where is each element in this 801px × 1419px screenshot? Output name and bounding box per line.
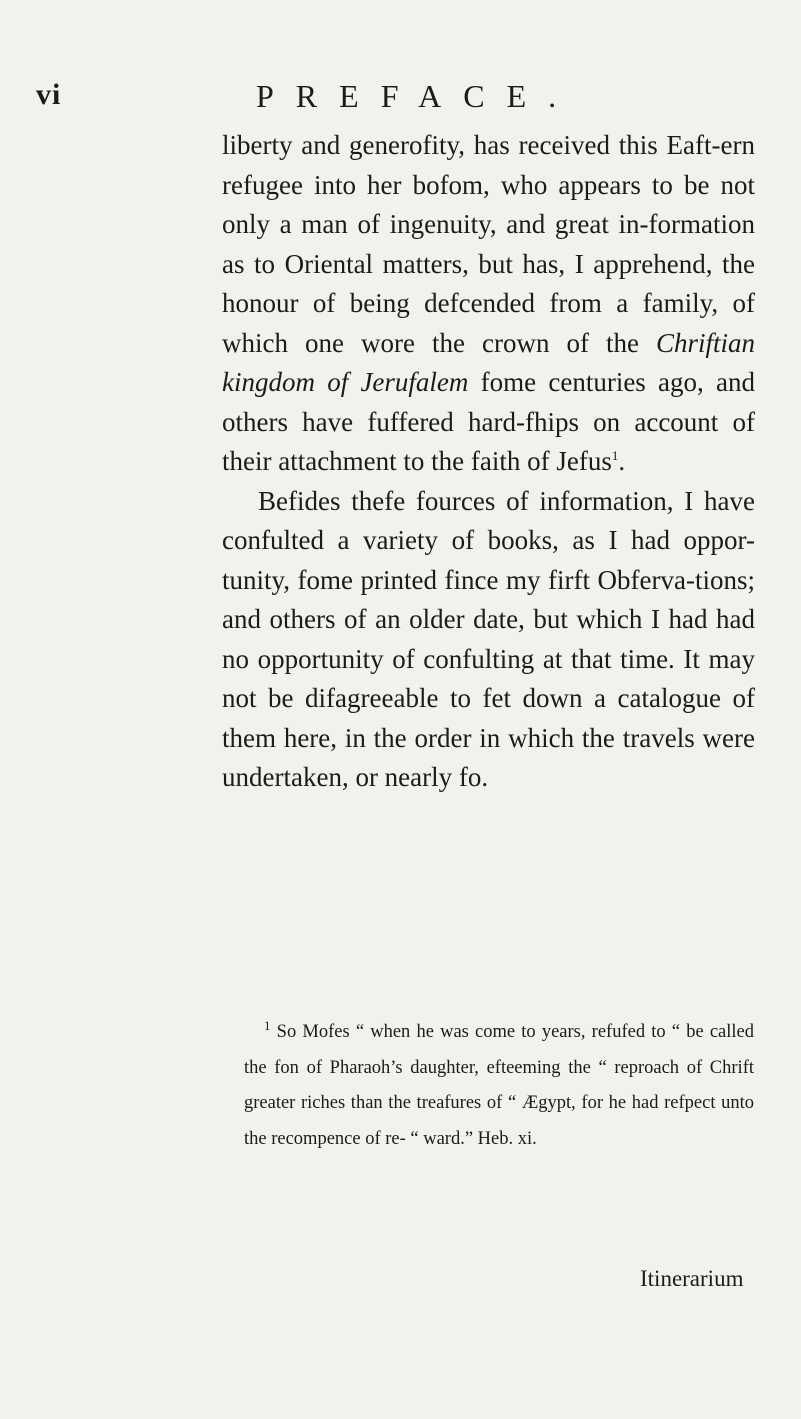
paragraph-2: Befides thefe fources of information, I have confulted a variety of books, as I had oppor-tunity, fome printed fince my firft Obferva-tions; and others of an older date, but which I had had no opportunity of confulting at that time. It may not be difagreeable to fet down a catalogue of them here, in the order in which the travels were undertaken, or nearly fo.: [222, 485, 755, 792]
main-text: [222, 126, 755, 798]
footnote-text: So Mofes “ when he was come to years, refufed to “ be called the fon of Pharaoh’s daughter, efteeming the “ reproach of Chrift greater riches than the treafures of “ Ægypt, for he had refpect unto the recompence of re- “ ward.” Heb. xi.: [244, 1022, 754, 1149]
paragraph-1: [222, 126, 755, 482]
italic-kingdom-name: Chriftian kingdom of Jerufalem: [222, 327, 755, 397]
running-title: PREFACE.: [256, 78, 579, 114]
page-header: [36, 78, 756, 118]
footnote-marker: 1: [264, 1017, 271, 1033]
paragraph-1-text-b: fome centuries ago, and others have fuffered hard-fhips on account of their attachment to the faith of Jefus: [222, 367, 755, 476]
page-number: vi: [36, 78, 62, 111]
paragraph-1-end: .: [618, 446, 626, 476]
catchword: Itinerarium: [640, 1266, 744, 1291]
paragraph-1-text-a: liberty and generofity, has received this Eaft-ern refugee into her bofom, who appears to be not only a man of ingenuity, and great in-formation as to Oriental matters, but has, I apprehend, the honour of being defcended from a family, of which one wore the crown of the: [222, 130, 755, 358]
footnote: [244, 1015, 754, 1157]
footnote-reference[interactable]: 1: [611, 448, 619, 463]
